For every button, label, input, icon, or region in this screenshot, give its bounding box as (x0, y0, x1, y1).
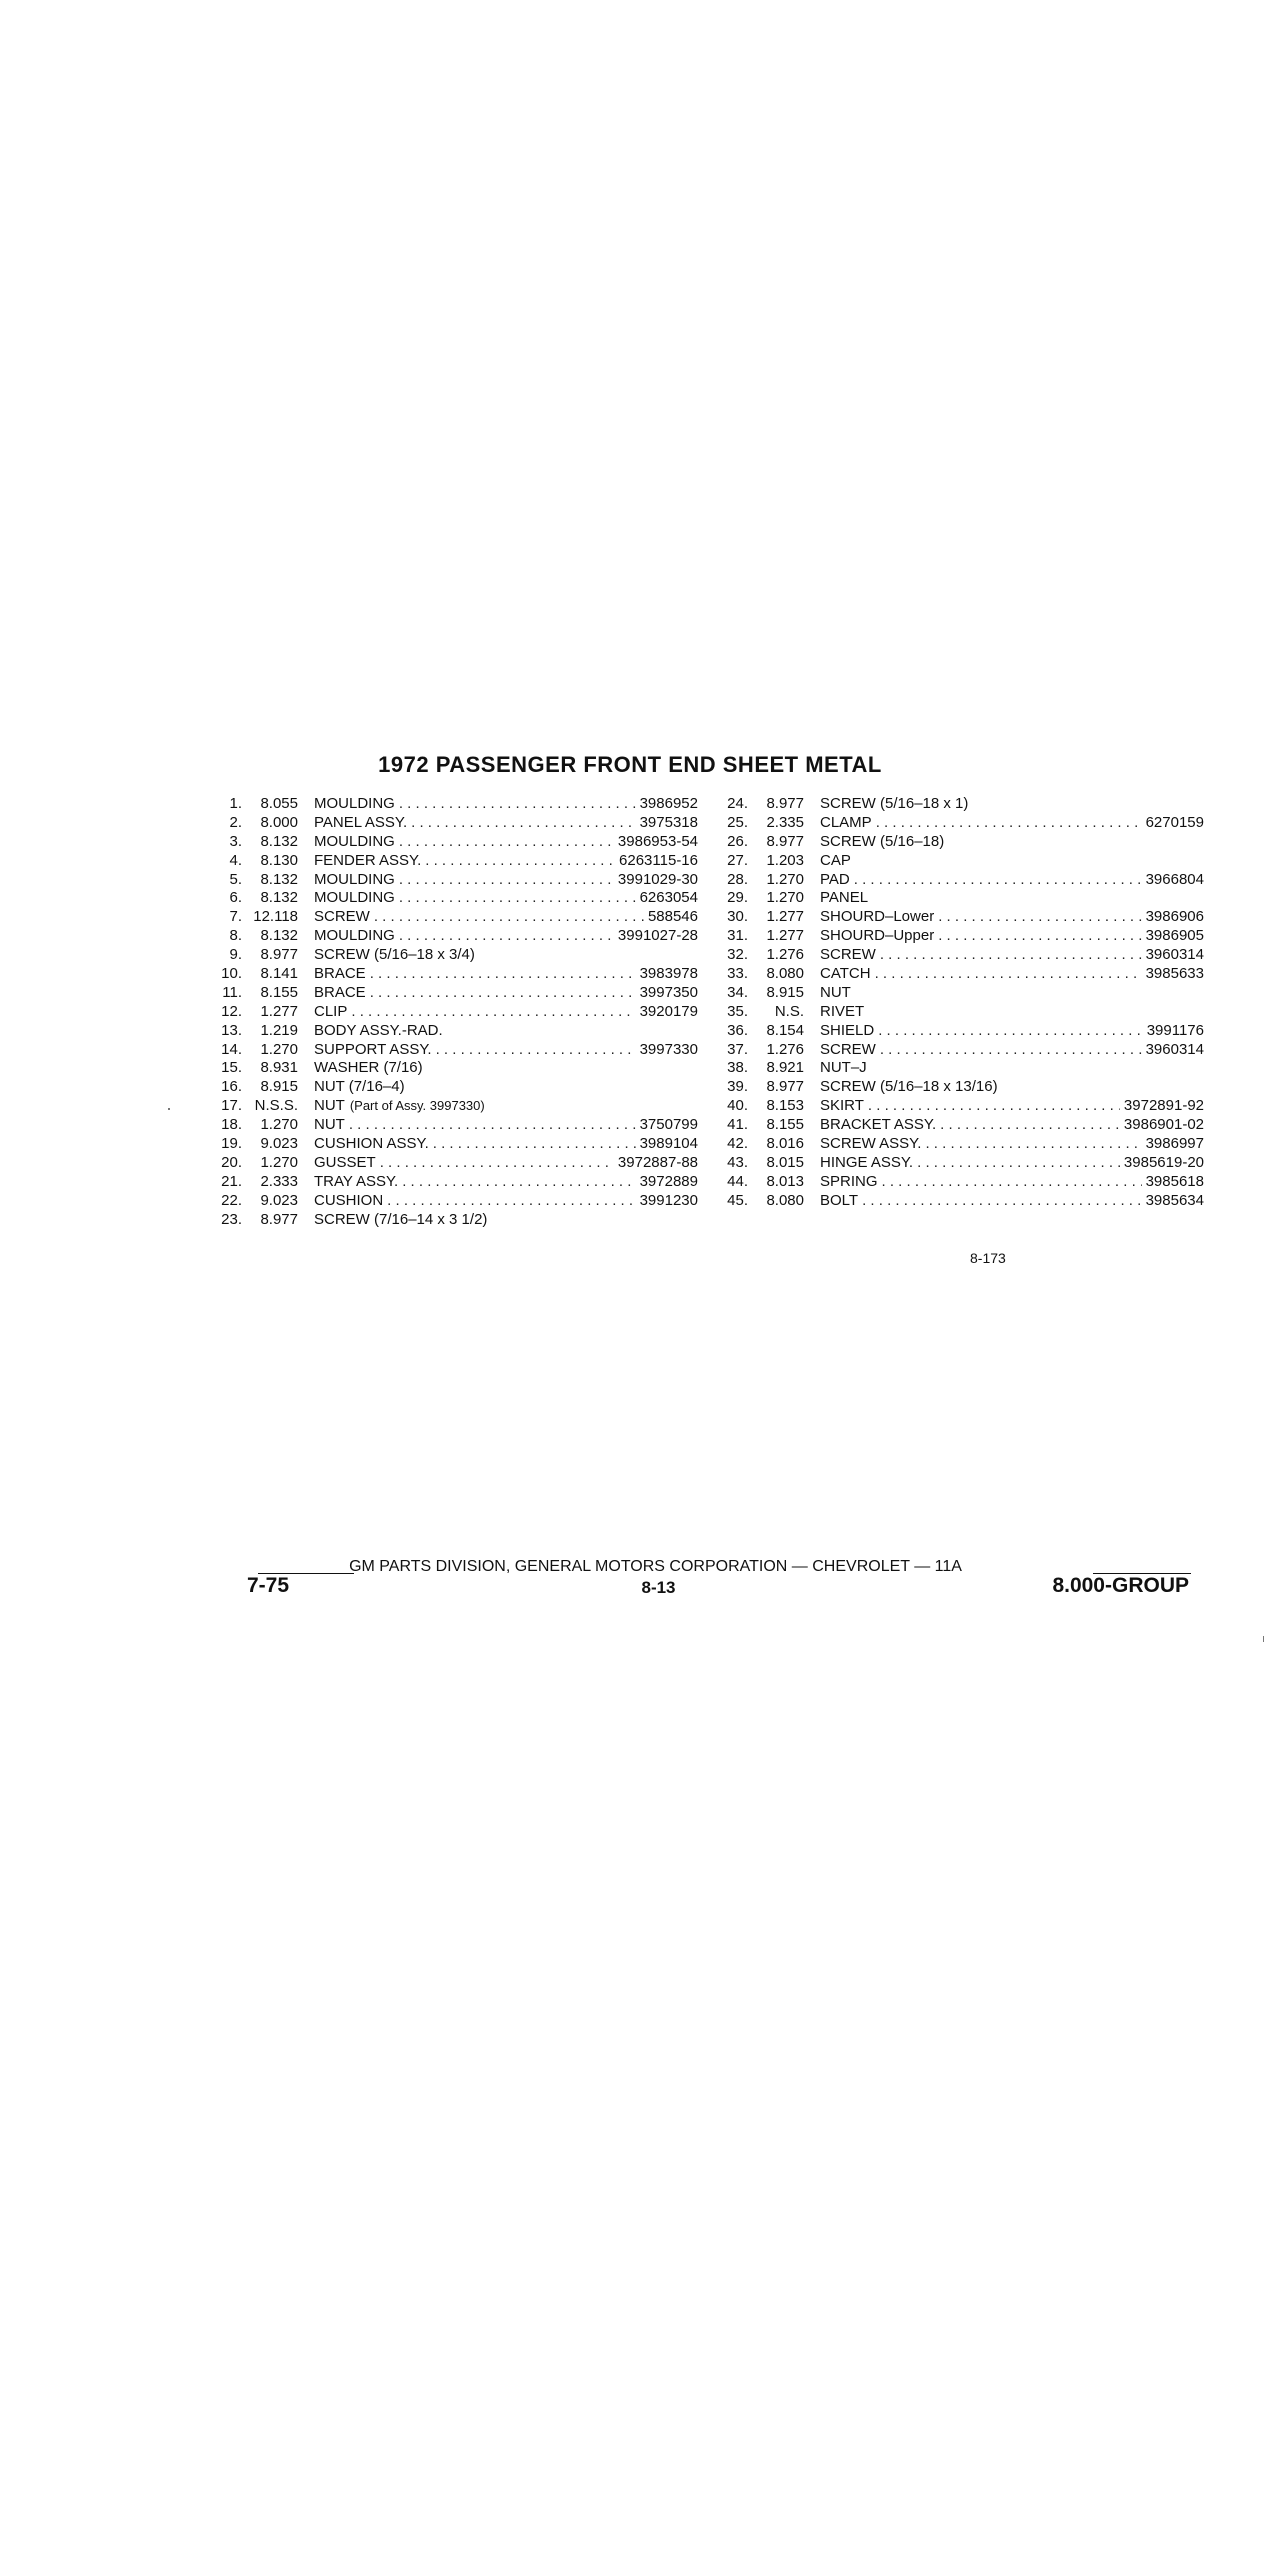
figure-reference: 8-173 (970, 1250, 1006, 1266)
parts-list-row (716, 889, 1204, 908)
part-number: 3960314 (1145, 946, 1204, 964)
dot-leader (399, 927, 614, 946)
dot-leader (380, 1154, 614, 1173)
part-description: SCREW (5/16–18 x 13/16) (820, 1078, 998, 1096)
dot-leader (876, 814, 1142, 833)
parts-list-row (716, 871, 1204, 890)
description-line (314, 908, 698, 927)
part-note: (Part of Assy. 3997330) (349, 1098, 485, 1114)
parts-list-row (716, 1078, 1204, 1097)
part-description: PANEL ASSY. (314, 813, 408, 831)
description-line (314, 1173, 698, 1192)
description-line (820, 1097, 1204, 1116)
page-title: 1972 PASSENGER FRONT END SHEET METAL (378, 752, 882, 777)
part-number: 3986952 (639, 795, 698, 812)
part-number: 3986997 (1145, 1135, 1204, 1153)
part-description: CLAMP (820, 813, 872, 831)
description-line (820, 946, 1204, 965)
item-number: 22. (221, 1191, 242, 1209)
part-description: MOULDING (314, 832, 395, 850)
part-number: 3972889 (639, 1172, 698, 1190)
parts-list-row (196, 833, 698, 852)
part-description: SCREW (820, 946, 876, 964)
group-code: 8.055 (260, 795, 298, 812)
group-code: 8.080 (766, 965, 804, 983)
description-line (314, 1078, 698, 1097)
part-description: GUSSET (314, 1153, 376, 1171)
dot-leader (374, 908, 644, 927)
group-code: 1.270 (766, 870, 804, 888)
part-number: 3991029-30 (617, 870, 698, 888)
group-code: 8.977 (766, 832, 804, 850)
group-code: 8.153 (766, 1097, 804, 1115)
description-line (314, 946, 698, 965)
parts-list-row (716, 1116, 1204, 1135)
description-line (314, 889, 698, 908)
parts-list-row (196, 1041, 698, 1060)
part-number: 3991176 (1146, 1021, 1204, 1039)
group-code: 1.276 (766, 946, 804, 964)
item-number: 43. (727, 1153, 748, 1171)
parts-list-row (196, 927, 698, 946)
group-code: 8.015 (766, 1153, 804, 1171)
part-number: 3985634 (1145, 1191, 1204, 1209)
dot-leader (940, 1116, 1120, 1135)
dot-leader (399, 889, 636, 908)
description-line (820, 1059, 1204, 1078)
description-line (820, 908, 1204, 927)
description-line (314, 1192, 698, 1211)
item-number: 14. (221, 1040, 242, 1058)
parts-list-row (196, 946, 698, 965)
dot-leader (862, 1192, 1142, 1211)
item-number: 40. (727, 1097, 748, 1115)
group-code: 1.277 (766, 908, 804, 926)
description-line (314, 852, 698, 871)
item-number: 10. (221, 965, 242, 983)
part-number: 3997350 (639, 983, 698, 1001)
item-number: 45. (727, 1191, 748, 1209)
description-line (314, 1022, 698, 1041)
item-number: 16. (221, 1078, 242, 1096)
description-line (314, 1211, 698, 1230)
part-number: 3960314 (1145, 1040, 1204, 1058)
group-code: 8.132 (260, 870, 298, 888)
description-line (820, 1041, 1204, 1060)
dot-leader (399, 795, 636, 814)
item-number: 7. (229, 908, 242, 926)
part-description: CUSHION (314, 1191, 384, 1209)
item-number: 8. (229, 927, 242, 945)
description-line (820, 1135, 1204, 1154)
description-line (314, 1059, 698, 1078)
parts-list-row (716, 927, 1204, 946)
part-description: PANEL (820, 889, 869, 907)
parts-list-row (196, 1116, 698, 1135)
group-code: 1.219 (260, 1021, 298, 1039)
group-code: N.S.S. (254, 1097, 298, 1115)
dot-leader (433, 1135, 636, 1154)
part-description: SUPPORT ASSY. (314, 1040, 432, 1058)
parts-list-row (196, 1173, 698, 1192)
part-description: BRACKET ASSY. (820, 1116, 937, 1134)
part-number: 3989104 (639, 1135, 698, 1153)
dot-leader (880, 1041, 1142, 1060)
part-description: NUT (7/16–4) (314, 1078, 405, 1096)
part-description: NUT–J (820, 1059, 867, 1077)
description-line (314, 871, 698, 890)
item-number: 42. (727, 1135, 748, 1153)
parts-list-row (196, 1022, 698, 1041)
part-description: CLIP (314, 1002, 348, 1020)
item-number: 34. (727, 983, 748, 1001)
group-code: 1.276 (766, 1040, 804, 1058)
part-number: 3966804 (1145, 870, 1204, 888)
parts-list-right (716, 795, 1204, 1211)
description-line (314, 965, 698, 984)
scan-speck (168, 1108, 170, 1110)
item-number: 9. (229, 946, 242, 964)
dot-leader (882, 1173, 1142, 1192)
dot-leader (351, 1003, 635, 1022)
group-code: 8.016 (766, 1135, 804, 1153)
group-code: 8.977 (766, 1078, 804, 1096)
group-code: 8.915 (766, 983, 804, 1001)
dot-leader (425, 852, 615, 871)
group-code: 1.270 (260, 1040, 298, 1058)
description-line (314, 927, 698, 946)
dot-leader (875, 965, 1142, 984)
description-line (820, 1116, 1204, 1135)
parts-list-row (196, 814, 698, 833)
scan-speck (1263, 1636, 1264, 1642)
part-description: FENDER ASSY. (314, 851, 422, 869)
item-number: 19. (221, 1135, 242, 1153)
item-number: 26. (727, 832, 748, 850)
part-number: 3997330 (639, 1040, 698, 1058)
description-line (314, 1135, 698, 1154)
group-code: 8.977 (260, 1210, 298, 1228)
group-code: 1.203 (766, 851, 804, 869)
part-description: BOLT (820, 1191, 859, 1209)
item-number: 27. (727, 851, 748, 869)
part-number: 3986953-54 (617, 832, 698, 850)
part-description: HINGE ASSY. (820, 1153, 914, 1171)
description-line (314, 1003, 698, 1022)
parts-list-row (196, 1059, 698, 1078)
description-line (314, 833, 698, 852)
dot-leader (387, 1192, 635, 1211)
parts-list-row (716, 1041, 1204, 1060)
part-number: 3750799 (639, 1116, 698, 1134)
description-line (820, 852, 1204, 871)
parts-list-row (716, 1097, 1204, 1116)
parts-list-row (716, 946, 1204, 965)
group-code: 8.931 (260, 1059, 298, 1077)
dot-leader (370, 965, 636, 984)
group-code: 1.277 (260, 1002, 298, 1020)
part-description: SCREW (5/16–18 x 1) (820, 795, 969, 812)
description-line (820, 1022, 1204, 1041)
part-description: SHOURD–Upper (820, 927, 935, 945)
description-line (820, 833, 1204, 852)
group-code: N.S. (774, 1002, 804, 1020)
parts-list-row (716, 1154, 1204, 1173)
parts-list-left (196, 795, 698, 1229)
group-code: 8.915 (260, 1078, 298, 1096)
group-code: 9.023 (260, 1191, 298, 1209)
group-code: 1.270 (260, 1116, 298, 1134)
part-number: 3972891-92 (1123, 1097, 1204, 1115)
part-number: 3985619-20 (1123, 1153, 1204, 1171)
part-number: 6263115-16 (619, 851, 698, 869)
part-description: SCREW (5/16–18) (820, 832, 945, 850)
part-description: SCREW (314, 908, 370, 926)
item-number: 39. (727, 1078, 748, 1096)
parts-list-row (716, 1059, 1204, 1078)
part-description: SKIRT (820, 1097, 864, 1115)
part-description: BODY ASSY.-RAD. (314, 1021, 443, 1039)
part-description: NUT (314, 1116, 345, 1134)
part-description: SHIELD (820, 1021, 875, 1039)
item-number: 13. (221, 1021, 242, 1039)
parts-list-row (196, 984, 698, 1003)
footer-page-number: 8-13 (641, 1578, 676, 1597)
dot-leader (878, 1022, 1143, 1041)
part-number: 588546 (647, 908, 698, 926)
item-number: 24. (727, 795, 748, 812)
parts-list-row (196, 1135, 698, 1154)
parts-list-row (196, 889, 698, 908)
part-number: 3983978 (639, 965, 698, 983)
item-number: 6. (229, 889, 242, 907)
group-code: 2.333 (260, 1172, 298, 1190)
part-description: BRACE (314, 983, 366, 1001)
group-code: 12.118 (253, 908, 298, 926)
part-description: RIVET (820, 1002, 865, 1020)
group-code: 8.155 (260, 983, 298, 1001)
part-description: SCREW ASSY. (820, 1135, 922, 1153)
description-line (820, 871, 1204, 890)
parts-list-row (716, 1173, 1204, 1192)
dot-leader (399, 833, 614, 852)
description-line (314, 1154, 698, 1173)
part-description: WASHER (7/16) (314, 1059, 423, 1077)
group-code: 8.132 (260, 832, 298, 850)
item-number: 11. (222, 983, 242, 1001)
parts-list-row (196, 1192, 698, 1211)
item-number: 2. (229, 813, 242, 831)
parts-list-row (716, 814, 1204, 833)
group-code: 9.023 (260, 1135, 298, 1153)
item-number: 5. (229, 870, 242, 888)
part-description: MOULDING (314, 927, 395, 945)
part-description: NUT (314, 1097, 345, 1115)
parts-list-row (196, 1154, 698, 1173)
description-line (314, 1097, 698, 1116)
group-code: 8.155 (766, 1116, 804, 1134)
part-description: CUSHION ASSY. (314, 1135, 429, 1153)
parts-list-row (196, 1097, 698, 1116)
part-number: 3975318 (639, 813, 698, 831)
dot-leader (349, 1116, 636, 1135)
group-code: 8.132 (260, 889, 298, 907)
item-number: 21. (221, 1172, 242, 1190)
item-number: 31. (727, 927, 748, 945)
item-number: 4. (229, 851, 242, 869)
part-description: TRAY ASSY. (314, 1172, 399, 1190)
dot-leader (880, 946, 1142, 965)
parts-list-row (716, 852, 1204, 871)
dot-leader (868, 1097, 1120, 1116)
parts-list-row (716, 1003, 1204, 1022)
description-line (820, 814, 1204, 833)
description-line (314, 795, 698, 814)
item-number: 30. (727, 908, 748, 926)
description-line (820, 1154, 1204, 1173)
parts-list-row (716, 795, 1204, 814)
description-line (314, 1116, 698, 1135)
parts-list-row (716, 1192, 1204, 1211)
group-code: 8.921 (766, 1059, 804, 1077)
description-line (314, 984, 698, 1003)
part-number: 3985633 (1145, 965, 1204, 983)
dot-leader (436, 1041, 636, 1060)
group-code: 1.270 (766, 889, 804, 907)
item-number: 32. (727, 946, 748, 964)
description-line (820, 1173, 1204, 1192)
item-number: 15. (221, 1059, 242, 1077)
part-description: CATCH (820, 965, 871, 983)
parts-list-row (196, 908, 698, 927)
part-description: SPRING (820, 1172, 878, 1190)
part-description: SCREW (5/16–18 x 3/4) (314, 946, 475, 964)
part-description: PAD (820, 870, 850, 888)
dot-leader (917, 1154, 1120, 1173)
group-code: 8.154 (766, 1021, 804, 1039)
description-line (314, 814, 698, 833)
group-code: 8.000 (260, 813, 298, 831)
parts-list-row (196, 1003, 698, 1022)
part-number: 3991230 (639, 1191, 698, 1209)
group-code: 8.130 (260, 851, 298, 869)
parts-list-row (716, 1135, 1204, 1154)
group-code: 1.270 (260, 1153, 298, 1171)
item-number: 29. (727, 889, 748, 907)
part-number: 3920179 (639, 1002, 698, 1020)
group-code: 8.080 (766, 1191, 804, 1209)
item-number: 36. (727, 1021, 748, 1039)
part-number: 6263054 (639, 889, 698, 907)
item-number: 28. (727, 870, 748, 888)
part-number: 6270159 (1145, 813, 1204, 831)
dot-leader (938, 908, 1141, 927)
parts-list-row (716, 833, 1204, 852)
item-number: 38. (727, 1059, 748, 1077)
parts-list-row (716, 984, 1204, 1003)
description-line (820, 927, 1204, 946)
dot-leader (399, 871, 614, 890)
description-line (314, 1041, 698, 1060)
item-number: 25. (727, 813, 748, 831)
item-number: 12. (221, 1002, 242, 1020)
description-line (820, 984, 1204, 1003)
description-line (820, 1078, 1204, 1097)
part-number: 3986905 (1145, 927, 1204, 945)
part-number: 3985618 (1145, 1172, 1204, 1190)
parts-list-row (196, 1078, 698, 1097)
dot-leader (411, 814, 635, 833)
group-code: 8.977 (766, 795, 804, 812)
dot-leader (925, 1135, 1141, 1154)
item-number: 35. (727, 1002, 748, 1020)
part-number: 3991027-28 (617, 927, 698, 945)
group-code: 1.277 (766, 927, 804, 945)
description-line (820, 1192, 1204, 1211)
dot-leader (854, 871, 1142, 890)
parts-list-row (716, 908, 1204, 927)
group-code: 2.335 (766, 813, 804, 831)
item-number: 3. (229, 832, 242, 850)
parts-list-row (196, 795, 698, 814)
parts-list-row (196, 871, 698, 890)
item-number: 44. (727, 1172, 748, 1190)
group-code: 8.132 (260, 927, 298, 945)
part-number: 3986906 (1145, 908, 1204, 926)
dot-leader (402, 1173, 635, 1192)
part-description: SCREW (7/16–14 x 3 1/2) (314, 1210, 488, 1228)
part-description: MOULDING (314, 870, 395, 888)
parts-list-row (196, 965, 698, 984)
parts-list-row (716, 1022, 1204, 1041)
item-number: 18. (221, 1116, 242, 1134)
part-description: BRACE (314, 965, 366, 983)
parts-list-row (196, 1211, 698, 1230)
part-description: CAP (820, 851, 851, 869)
parts-list-row (716, 965, 1204, 984)
item-number: 20. (221, 1153, 242, 1171)
item-number: 23. (221, 1210, 242, 1228)
part-description: SHOURD–Lower (820, 908, 935, 926)
part-number: 3972887-88 (617, 1153, 698, 1171)
footer-group: 8.000-GROUP (1052, 1574, 1189, 1597)
part-number: 3986901-02 (1123, 1116, 1204, 1134)
group-code: 8.141 (260, 965, 298, 983)
part-description: NUT (820, 983, 851, 1001)
item-number: 33. (727, 965, 748, 983)
dot-leader (370, 984, 636, 1003)
group-code: 8.977 (260, 946, 298, 964)
footer-date: 7-75 (247, 1574, 290, 1597)
item-number: 17. (221, 1097, 242, 1115)
group-code: 8.013 (766, 1172, 804, 1190)
part-description: MOULDING (314, 795, 395, 812)
item-number: 41. (727, 1116, 748, 1134)
item-number: 1. (229, 795, 242, 812)
description-line (820, 965, 1204, 984)
description-line (820, 795, 1204, 814)
description-line (820, 889, 1204, 908)
part-description: SCREW (820, 1040, 876, 1058)
part-description: MOULDING (314, 889, 395, 907)
description-line (820, 1003, 1204, 1022)
item-number: 37. (727, 1040, 748, 1058)
parts-list-row (196, 852, 698, 871)
footer-corporation: GM PARTS DIVISION, GENERAL MOTORS CORPORATION — CHEVROLET — 11A (349, 1558, 962, 1575)
dot-leader (938, 927, 1141, 946)
